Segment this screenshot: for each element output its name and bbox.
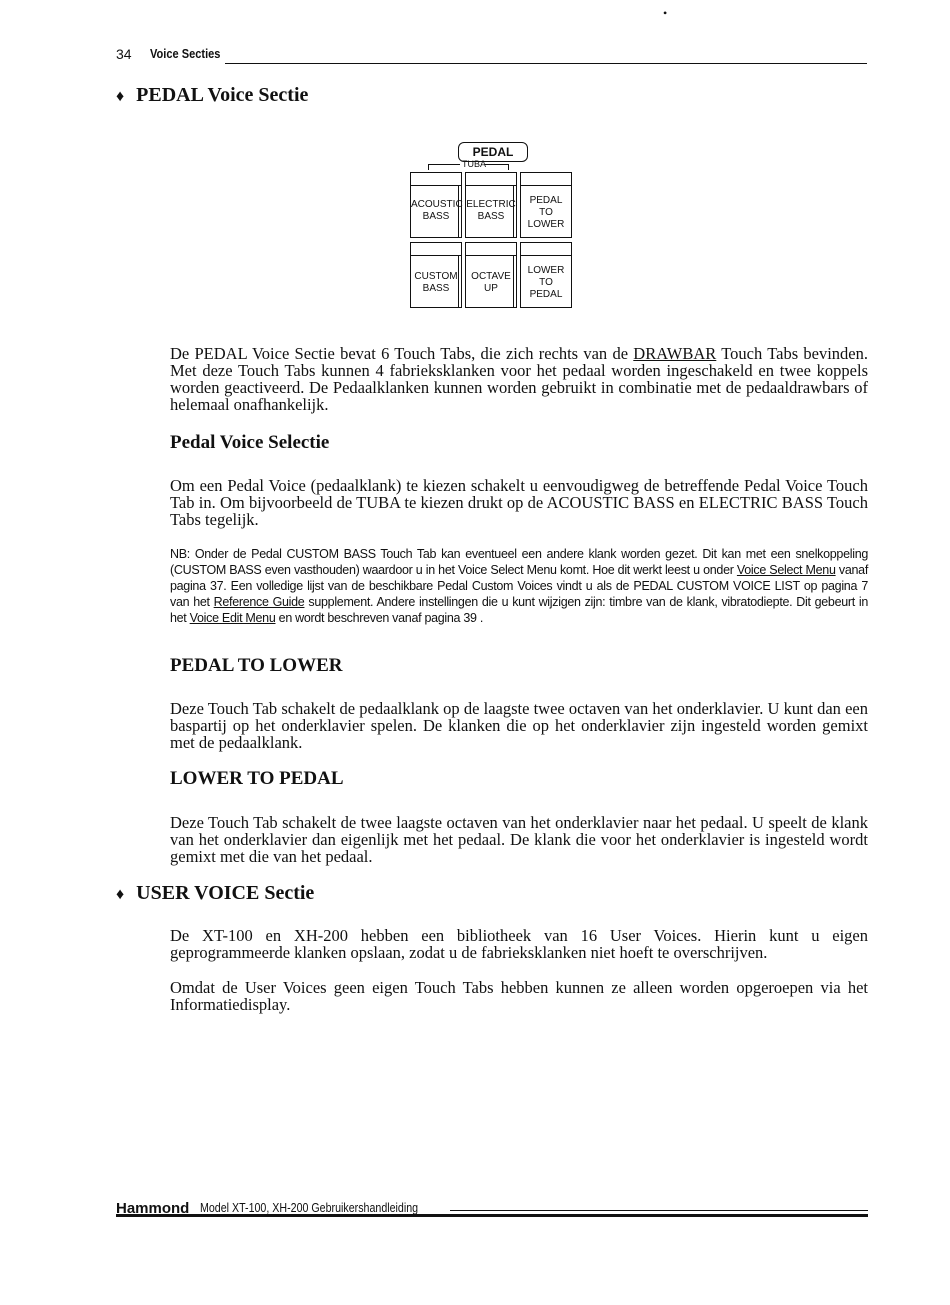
page-mark: • xyxy=(663,6,668,20)
pedal-panel-diagram xyxy=(410,140,580,320)
diamond-bullet-icon: ♦ xyxy=(116,886,125,903)
tuba-bracket-right-tick xyxy=(508,164,509,170)
pedal-voice-selectie-paragraph: Om een Pedal Voice (pedaalklank) te kiezen schakelt u eenvoudigweg de betreffende Pedal Voice Touch Tab in. Om bijvoorbeeld de TUBA te kiezen drukt op de ACOUSTIC BASS en ELECTRIC BASS Touch Tabs tegelijk. xyxy=(170,476,868,529)
tuba-bracket-left-tick xyxy=(428,164,429,170)
running-header: Voice Secties xyxy=(150,46,221,61)
tuba-bracket-right xyxy=(485,164,509,165)
user-voice-section-title: USER VOICE Sectie xyxy=(136,882,315,904)
tab-electric-bass: ELECTRIC BASS xyxy=(465,172,517,238)
voice-edit-menu-link: Voice Edit Menu xyxy=(189,611,276,625)
footer-rule-thin xyxy=(450,1210,868,1211)
note-paragraph: NB: Onder de Pedal CUSTOM BASS Touch Tab kan eventueel een andere klank worden gezet. Dit kan met een snelkoppeling (CUSTOM BASS even vasthouden) waardoor u in het Voice Select Menu komt. Hoe dit werkt leest u onder Voice Select Menu vanaf pagina 37. Een volledige lijst van de beschikbare Pedal Custom Voices vindt u als de PEDAL CUSTOM VOICE LIST op pagina 7 van het Reference Guide supplement. Andere instellingen die u kunt wijzigen zijn: timbre van de klank, vibratodiepte. Dit gebeurt in het Voice Edit Menu en wordt beschreven vanaf pagina 39 . xyxy=(170,547,869,625)
tuba-label: TUBA xyxy=(462,159,487,169)
footer-brand: Hammond xyxy=(116,1200,190,1217)
lower-to-pedal-heading: LOWER TO PEDAL xyxy=(170,768,344,789)
pedal-panel-label: PEDAL xyxy=(458,142,528,162)
user-voice-paragraph-2: Omdat de User Voices geen eigen Touch Tabs hebben kunnen ze alleen worden opgeroepen via het Informatiedisplay. xyxy=(170,978,868,1014)
user-voice-paragraph-1: De XT-100 en XH-200 hebben een bibliotheek van 16 User Voices. Hierin kunt u eigen geprogrammeerde klanken opslaan, zodat u de fabrieksklanken niet hoeft te overschrijven. xyxy=(170,926,868,962)
drawbar-link: DRAWBAR xyxy=(633,344,717,363)
user-voice-section-heading xyxy=(116,882,314,905)
diamond-bullet-icon: ♦ xyxy=(116,88,125,105)
lower-to-pedal-paragraph: Deze Touch Tab schakelt de twee laagste octaven van het onderklavier naar het pedaal. U speelt de klank van het onderklavier dan eigenlijk met het pedaal. De klank die voor het onderklavier is ingesteld wordt gemixt met die van het pedaal. xyxy=(170,813,868,866)
tab-octave-up: OCTAVE UP xyxy=(465,242,517,308)
pedal-to-lower-heading: PEDAL TO LOWER xyxy=(170,655,343,676)
tab-pedal-to-lower: PEDAL TO LOWER xyxy=(520,172,572,238)
pedal-to-lower-paragraph: Deze Touch Tab schakelt de pedaalklank op de laagste twee octaven van het onderklavier. U kunt dan een baspartij op het onderklavier spelen. De klanken die op het onderklavier zijn ingesteld worden gemixt met de pedaalklank. xyxy=(170,699,868,752)
footer-rule-thick xyxy=(116,1214,868,1217)
tab-custom-bass: CUSTOM BASS xyxy=(410,242,462,308)
intro-paragraph: De PEDAL Voice Sectie bevat 6 Touch Tabs, die zich rechts van de DRAWBAR Touch Tabs bevinden. Met deze Touch Tabs kunnen 4 fabrieksklanken voor het pedaal worden ingeschakeld en twee koppels worden geactiveerd. De Pedaalklanken kunnen worden gebruikt in combinatie met de pedaaldrawbars of helemaal onafhankelijk. xyxy=(170,344,868,414)
page-number: 34 xyxy=(116,46,132,62)
pedal-voice-selectie-heading: Pedal Voice Selectie xyxy=(170,432,330,453)
pedal-section-heading xyxy=(116,84,308,107)
voice-select-menu-link: Voice Select Menu xyxy=(736,563,836,577)
pedal-section-title: PEDAL Voice Sectie xyxy=(136,84,309,106)
reference-guide-link: Reference Guide xyxy=(213,595,305,609)
tuba-bracket-left xyxy=(428,164,460,165)
footer-model: Model XT-100, XH-200 Gebruikershandleiding xyxy=(200,1200,419,1215)
header-rule xyxy=(225,63,867,64)
tab-lower-to-pedal: LOWER TO PEDAL xyxy=(520,242,572,308)
tab-acoustic-bass: ACOUSTIC BASS xyxy=(410,172,462,238)
